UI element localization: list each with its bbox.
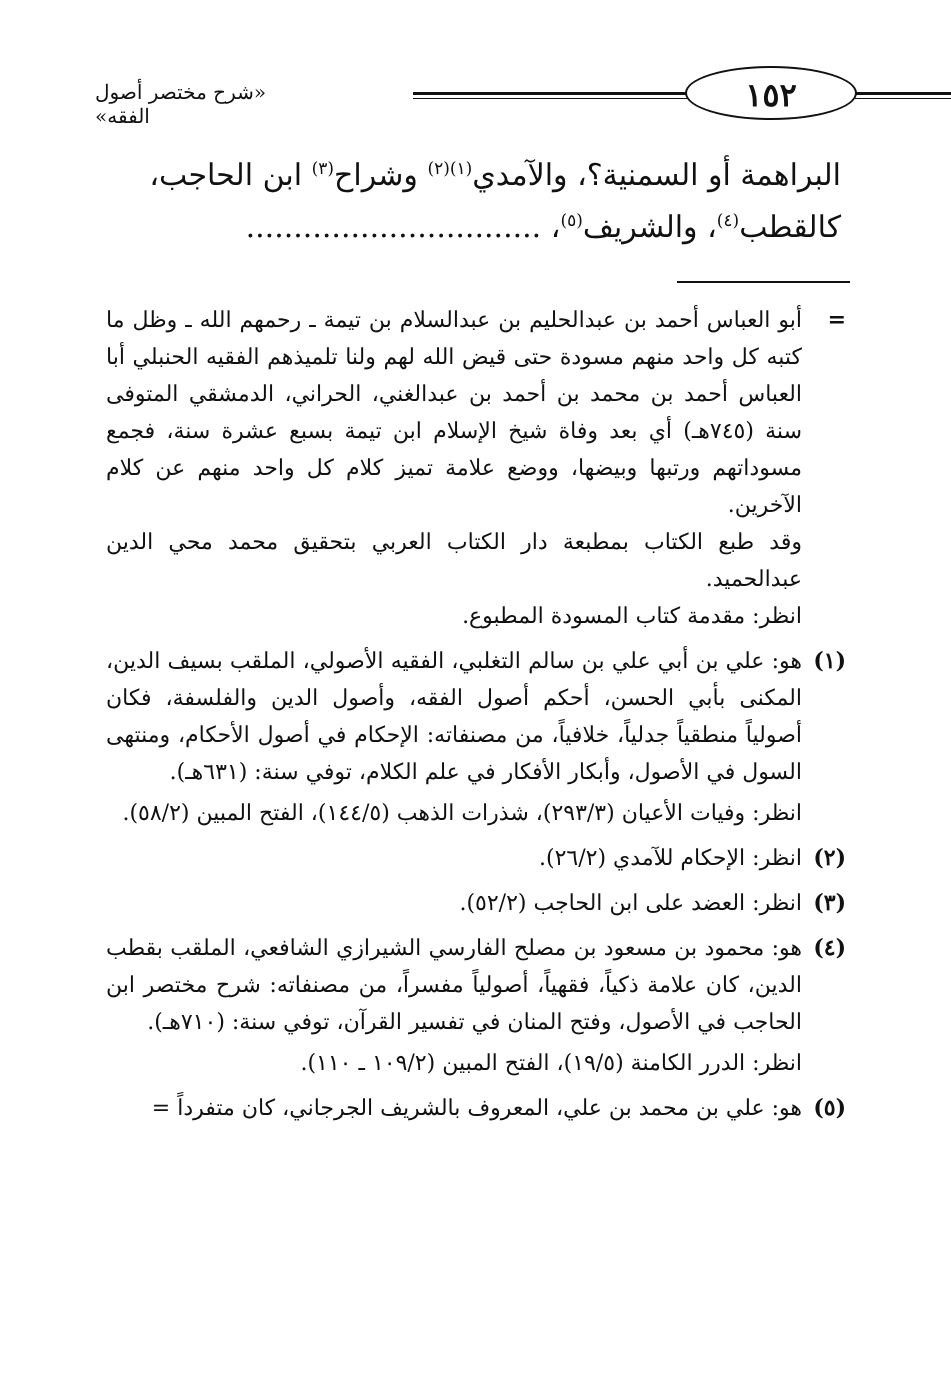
continues-mark: = <box>151 1096 171 1121</box>
header-rule-right <box>855 92 951 95</box>
page-header <box>95 52 855 128</box>
footnote-ref-5: (٥) <box>560 211 583 231</box>
header-rule-right-thin <box>855 98 951 99</box>
footnote-text: انظر: العضد على ابن الحاجب (٥٢/٢). <box>459 891 802 916</box>
footnote-2 <box>106 840 846 877</box>
footnote-mark: (١) <box>813 648 846 674</box>
footnote-text <box>106 1090 802 1127</box>
footnote-4 <box>106 930 846 1082</box>
main-line-1 <box>101 150 841 202</box>
footnote-continuation <box>106 302 846 635</box>
main-text <box>101 150 841 254</box>
footnote-source: انظر: وفيات الأعيان (٢٩٣/٣)، شذرات الذهب (١٤٤/٥)، الفتح المبين (٥٨/٢). <box>122 801 802 826</box>
footnote-1 <box>106 643 846 832</box>
page-number: ١٥٢ <box>685 66 857 120</box>
footnote-text: هو: علي بن أبي علي بن سالم التغلبي، الفقيه الأصولي، الملقب بسيف الدين، المكنى بأبي الحسن، أحكم أصول الفقه، وأصول الدين والفلسفة، فكان أصولياً منطقياً جدلياً، خلافياً، من مصنفاته: الإحكام في أصول الأحكام، ومنتهى السول في الأصول، وأبكار الأفكار في علم الكلام، توفي سنة: (٦٣١هـ). <box>106 649 802 785</box>
continuation-paragraph: أبو العباس أحمد بن عبدالحليم بن عبدالسلام بن تيمة ـ رحمهم الله ـ وظل ما كتبه كل واحد منهم مسودة حتى قيض الله لهم ولنا تلميذهم الفقيه الحنبلي أبا العباس أحمد بن محمد بن أحمد بن عبدالغني، الحراني، الدمشقي المتوفى سنة (٧٤٥هـ) أي بعد وفاة شيخ الإسلام ابن تيمة بسبع عشرة سنة، فجمع مسوداتهم ورتبها وبيضها، ووضع علامة تميز كلام كل واحد منهم عن كلام الآخرين. <box>106 308 802 518</box>
footnote-source: انظر: الدرر الكامنة (١٩/٥)، الفتح المبين (١٠٩/٢ ـ ١١٠). <box>300 1051 802 1076</box>
main-line-2-a: كالقطب <box>739 210 841 245</box>
footnote-refs-1-2: (١)(٢) <box>427 159 473 179</box>
continuation-mark: = <box>827 307 846 333</box>
running-title: «شرح مختصر أصول الفقه» <box>95 80 267 128</box>
footnote-5-text: هو: علي بن محمد بن علي، المعروف بالشريف الجرجاني، كان متفرداً <box>177 1096 802 1121</box>
footnote-text: هو: محمود بن مسعود بن مصلح الفارسي الشيرازي الشافعي، الملقب بقطب الدين، كان علامة ذكياً، فقهياً، أصولياً مفسراً، من مصنفاته: شرح مختصر ابن الحاجب في الأصول، وفتح المنان في تفسير القرآن، توفي سنة: (٧١٠هـ). <box>106 936 803 1035</box>
footnote-ref-3: (٣) <box>311 159 335 179</box>
footnotes <box>106 302 846 1135</box>
footnote-3 <box>106 885 846 922</box>
main-line-1-b: وشراح <box>334 158 428 193</box>
main-line-1-c: ابن الحاجب، <box>149 158 312 193</box>
footnote-text: انظر: الإحكام للآمدي (٢٦/٢). <box>539 846 802 871</box>
continuation-paragraph: وقد طبع الكتاب بمطبعة دار الكتاب العربي بتحقيق محمد محي الدين عبدالحميد. <box>106 530 802 592</box>
continuation-source: انظر: مقدمة كتاب المسودة المطبوع. <box>462 604 802 629</box>
footnote-ref-4: (٤) <box>716 211 740 231</box>
footnote-mark: (٤) <box>813 935 846 961</box>
footnote-5 <box>106 1090 846 1127</box>
footnote-separator <box>677 281 850 283</box>
main-line-1-a: البراهمة أو السمنية؟، والآمدي <box>472 158 841 193</box>
main-line-2 <box>101 202 841 254</box>
footnote-mark: (٣) <box>813 890 846 916</box>
footnote-mark: (٢) <box>813 845 846 871</box>
main-line-2-c: ، ............................... <box>245 210 561 245</box>
main-line-2-b: ، والشريف <box>582 210 717 245</box>
footnote-mark: (٥) <box>813 1095 846 1121</box>
